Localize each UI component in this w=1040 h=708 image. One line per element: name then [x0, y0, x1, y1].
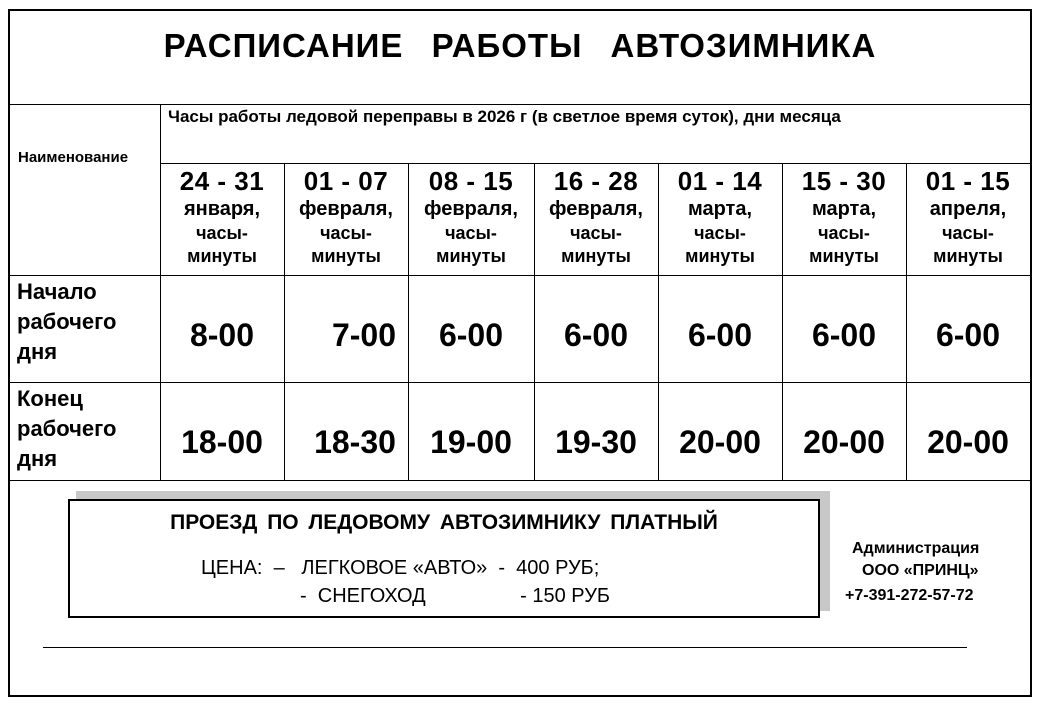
- end-time-cell: 20-00: [679, 424, 761, 460]
- admin-phone: +7-391-272-57-72: [845, 587, 974, 604]
- period-range: 15 - 30: [801, 166, 887, 196]
- row-label-line: Конец: [17, 386, 83, 411]
- end-time-cell: 20-00: [803, 424, 885, 460]
- name-column-header: Наименование: [18, 149, 129, 166]
- period-unit: минуты: [685, 246, 755, 266]
- start-time-cell: 6-00: [811, 317, 877, 353]
- period-month: января,: [183, 198, 261, 220]
- price-car: ЦЕНА: – ЛЕГКОВОЕ «АВТО» - 400 РУБ;: [201, 557, 600, 579]
- header-bottom-border: [8, 275, 1032, 276]
- price-snowmobile: - СНЕГОХОД - 150 РУБ: [300, 585, 611, 607]
- period-unit: часы-: [694, 223, 746, 243]
- table-top-border: [8, 104, 1032, 105]
- period-header: [782, 166, 906, 265]
- period-range: 01 - 14: [677, 166, 763, 196]
- period-header: [658, 166, 782, 265]
- period-unit: минуты: [436, 246, 506, 266]
- period-range: 24 - 31: [179, 166, 265, 196]
- start-time-cell: 6-00: [438, 317, 504, 353]
- table-bottom-border: [8, 480, 1032, 481]
- period-unit: часы-: [818, 223, 870, 243]
- row-label-line: Начало: [17, 279, 97, 304]
- row-label-start: [17, 277, 116, 367]
- start-time-cell: 8-00: [189, 317, 255, 353]
- period-unit: минуты: [561, 246, 631, 266]
- start-time-cell: 6-00: [687, 317, 753, 353]
- end-time-cell: 18-30: [314, 424, 396, 460]
- period-month: февраля,: [424, 198, 518, 220]
- period-header: [534, 166, 658, 265]
- notice-heading: ПРОЕЗД ПО ЛЕДОВОМУ АВТОЗИМНИКУ ПЛАТНЫЙ: [170, 511, 718, 534]
- period-range: 16 - 28: [553, 166, 639, 196]
- row-label-end: [17, 384, 116, 474]
- start-time-cell: 6-00: [563, 317, 629, 353]
- period-month: февраля,: [549, 198, 643, 220]
- period-unit: минуты: [933, 246, 1003, 266]
- period-header: [409, 166, 533, 265]
- periods-top-border: [160, 163, 1032, 164]
- end-time-cell: 19-30: [555, 424, 637, 460]
- table-subtitle: Часы работы ледовой переправы в 2026 г (в светлое время суток), дни месяца: [168, 107, 841, 126]
- admin-title: Администрация: [852, 540, 980, 557]
- period-month: марта,: [811, 198, 877, 220]
- period-month: марта,: [687, 198, 753, 220]
- bottom-rule: [43, 647, 967, 648]
- period-range: 01 - 15: [925, 166, 1011, 196]
- start-time-cell: 6-00: [935, 317, 1001, 353]
- period-unit: часы-: [320, 223, 372, 243]
- period-header: [284, 166, 408, 265]
- period-unit: часы-: [570, 223, 622, 243]
- period-month: февраля,: [299, 198, 393, 220]
- end-time-cell: 18-00: [181, 424, 263, 460]
- admin-company: ООО «ПРИНЦ»: [862, 562, 979, 579]
- period-header: [160, 166, 284, 265]
- period-unit: часы-: [942, 223, 994, 243]
- period-unit: минуты: [809, 246, 879, 266]
- period-unit: минуты: [311, 246, 381, 266]
- row-label-line: рабочего: [17, 416, 117, 441]
- period-header: [906, 166, 1030, 265]
- period-unit: минуты: [187, 246, 257, 266]
- period-range: 08 - 15: [428, 166, 514, 196]
- period-unit: часы-: [196, 223, 248, 243]
- row-label-line: рабочего: [17, 309, 117, 334]
- period-unit: часы-: [445, 223, 497, 243]
- row-divider: [8, 382, 1032, 383]
- row-label-line: дня: [17, 339, 58, 364]
- page-title: РАСПИСАНИЕ РАБОТЫ АВТОЗИМНИКА: [163, 27, 877, 64]
- row-label-line: дня: [17, 446, 58, 471]
- period-month: апреля,: [929, 198, 1007, 220]
- start-time-cell: 7-00: [331, 317, 397, 353]
- end-time-cell: 19-00: [430, 424, 512, 460]
- end-time-cell: 20-00: [927, 424, 1009, 460]
- notice-box: [68, 499, 820, 618]
- period-range: 01 - 07: [303, 166, 389, 196]
